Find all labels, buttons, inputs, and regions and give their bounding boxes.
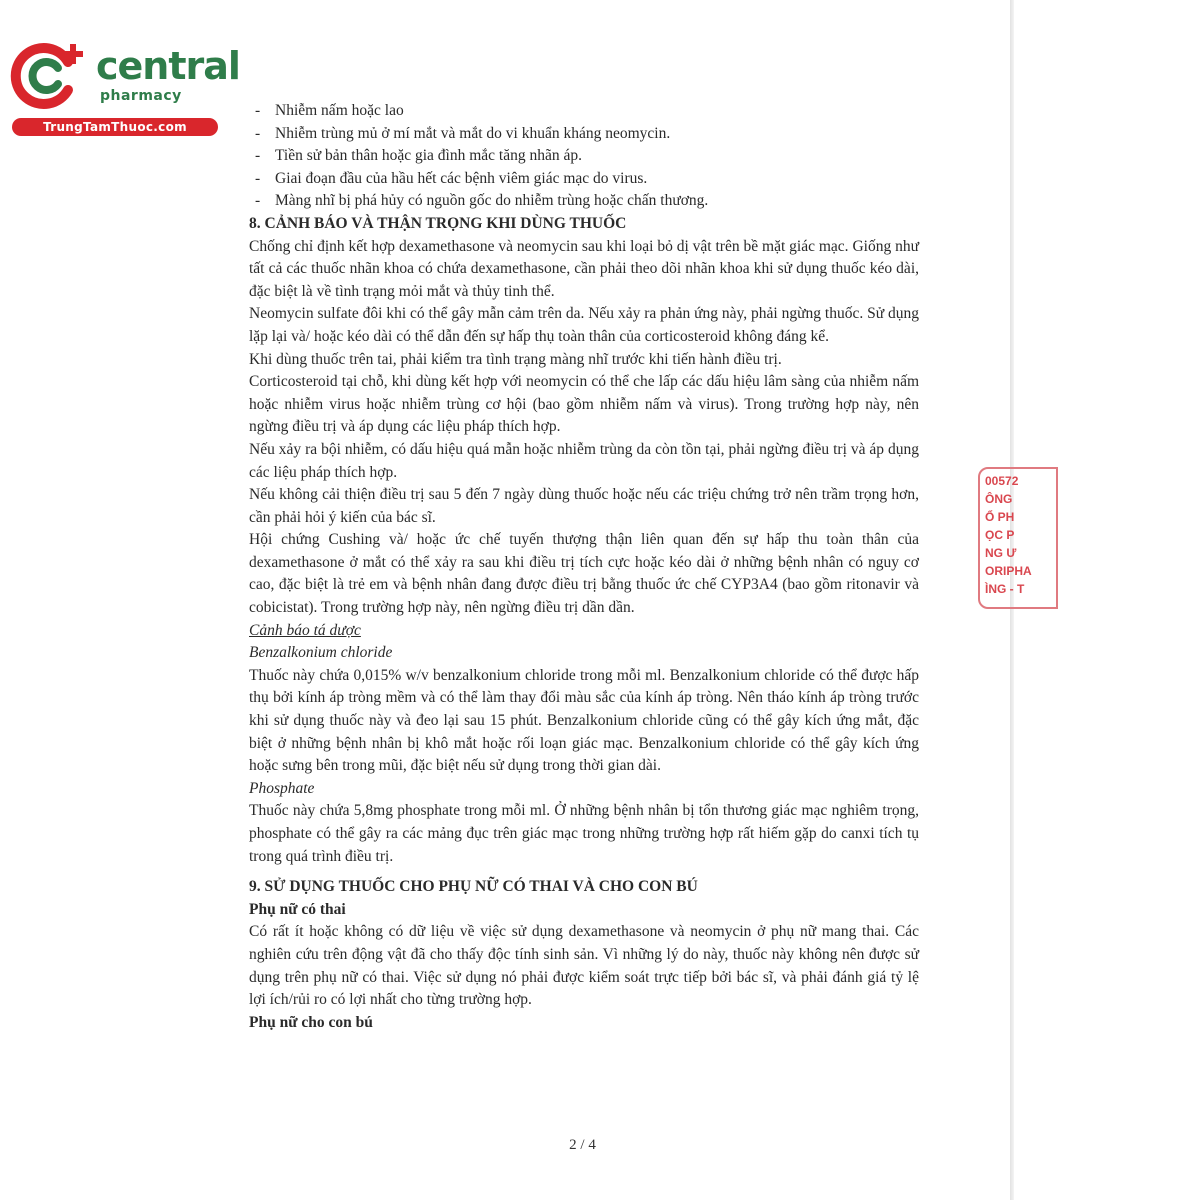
paragraph: Nếu không cải thiện điều trị sau 5 đến 7 ngày dùng thuốc hoặc nếu các triệu chứng trở nên trầm trọng hơn, cần phải hỏi ý kiến của bác sĩ.	[249, 486, 919, 526]
paragraph: Nếu xảy ra bội nhiễm, có dấu hiệu quá mẫn hoặc nhiễm trùng da còn tồn tại, phải ngừng điều trị và áp dụng các liệu pháp thích hợp.	[249, 440, 919, 481]
paragraph: Khi dùng thuốc trên tai, phải kiểm tra tình trạng màng nhĩ trước khi tiến hành điều trị.	[249, 350, 782, 368]
phosphate-paragraph: Thuốc này chứa 5,8mg phosphate trong mỗi ml. Ở những bệnh nhân bị tổn thương giác mạc nghiêm trọng, phosphate có thể gây ra các mảng đục trên giác mạc trong những trường hợp rất hiếm gặp do canxi tích tụ trong quá trình điều trị.	[249, 802, 919, 865]
document-body	[249, 100, 919, 1034]
central-pharmacy-logo[interactable]	[10, 38, 240, 138]
logo-site-banner: TrungTamThuoc.com	[12, 118, 218, 136]
paragraph: Corticosteroid tại chỗ, khi dùng kết hợp với neomycin có thể che lấp các dấu hiệu lâm sàng của nhiễm nấm hoặc nhiễm virus hoặc nhiễm trùng cơ hội (bao gồm nhiễm nấm và virus). Trong trường hợp này, nên ngừng điều trị và áp dụng các liệu pháp thích hợp.	[249, 373, 919, 436]
list-item: - Nhiễm nấm hoặc lao	[255, 102, 404, 119]
pharmacy-cross-icon	[10, 38, 90, 110]
breastfeeding-heading: Phụ nữ cho con bú	[249, 1013, 373, 1031]
paragraph: Hội chứng Cushing và/ hoặc ức chế tuyến thượng thận liên quan đến sự hấp thu toàn thân của dexamethasone ở mắt có thể xảy ra sau khi điều trị tích cực hoặc kéo dài ở những bệnh nhân có nguy cơ cao, đặc biệt là trẻ em và bệnh nhân đang được điều trị bằng thuốc ức chế CYP3A4 (bao gồm ritonavir và cobicistat). Trong trường hợp này, nên ngừng điều trị dần dần.	[249, 531, 919, 617]
list-item: - Tiền sử bản thân hoặc gia đình mắc tăng nhãn áp.	[255, 147, 582, 165]
benzalkonium-paragraph: Thuốc này chứa 0,015% w/v benzalkonium chloride trong mỗi ml. Benzalkonium chloride có thể được hấp thụ bởi kính áp tròng mềm và có thể làm thay đổi màu sắc của kính áp tròng. Nên tháo kính áp tròng trước khi sử dụng thuốc này và đeo lại sau 15 phút. Benzalkonium chloride cũng có thể gây kích ứng mắt, đặc biệt ở những bệnh nhân bị khô mắt hoặc rối loạn giác mạc. Benzalkonium chloride có thể gây kích ứng hoặc sưng bên trong mũi, đặc biệt nếu sử dụng trong thời gian dài.	[249, 666, 919, 775]
page-number: 2 / 4	[569, 1137, 596, 1153]
logo-sub-text: pharmacy	[100, 88, 182, 104]
stamp-line: NG Ư	[985, 546, 1017, 560]
stamp-line: ÔNG	[985, 492, 1013, 506]
stamp-line: 00572	[985, 474, 1019, 488]
paragraph: Neomycin sulfate đôi khi có thể gây mẫn cảm trên da. Nếu xảy ra phản ứng này, phải ngừng thuốc. Sử dụng lặp lại và/ hoặc kéo dài có thể dẫn đến sự hấp thụ toàn thân của corticosteroid không đáng kể.	[249, 305, 919, 345]
stamp-line: ÌNG - T	[985, 582, 1025, 596]
company-stamp	[972, 465, 1032, 615]
pregnant-heading: Phụ nữ có thai	[249, 900, 346, 918]
section-9-title: 9. SỬ DỤNG THUỐC CHO PHỤ NỮ CÓ THAI VÀ CHO CON BÚ	[249, 878, 698, 896]
list-item: - Màng nhĩ bị phá hủy có nguồn gốc do nhiễm trùng hoặc chấn thương.	[255, 192, 709, 210]
stamp-border	[978, 467, 1058, 609]
list-item: - Nhiễm trùng mủ ở mí mắt và mắt do vi khuẩn kháng neomycin.	[255, 124, 671, 142]
section-8-title: 8. CẢNH BÁO VÀ THẬN TRỌNG KHI DÙNG THUỐC	[249, 214, 627, 232]
stamp-line: ORIPHA	[985, 564, 1032, 578]
paragraph: Chống chỉ định kết hợp dexamethasone và neomycin sau khi loại bỏ dị vật trên bề mặt giác mạc. Giống như tất cả các thuốc nhãn khoa có chứa dexamethasone, cần phải theo dõi nhãn khoa khi sử dụng thuốc kéo dài, đặc biệt là về tình trạng mỏi mắt và thủy tinh thể.	[249, 237, 919, 300]
list-item: - Giai đoạn đầu của hầu hết các bệnh viêm giác mạc do virus.	[255, 169, 648, 187]
excipient-warning-heading: Cảnh báo tá dược	[249, 621, 361, 639]
phosphate-heading: Phosphate	[249, 779, 315, 797]
stamp-line: Ổ PH	[985, 510, 1015, 524]
logo-brand-text: central	[96, 44, 240, 88]
benzalkonium-heading: Benzalkonium chloride	[249, 644, 393, 662]
pregnant-paragraph: Có rất ít hoặc không có dữ liệu về việc sử dụng dexamethasone và neomycin ở phụ nữ mang thai. Các nghiên cứu trên động vật đã cho thấy độc tính sinh sản. Vì những lý do này, thuốc này không nên được sử dụng trên phụ nữ có thai. Việc sử dụng nó phải được kiểm soát trực tiếp bởi bác sĩ, và phải đánh giá tỷ lệ lợi ích/rủi ro có lợi nhất cho từng trường hợp.	[249, 923, 919, 1009]
stamp-line: ỌC P	[985, 528, 1015, 542]
